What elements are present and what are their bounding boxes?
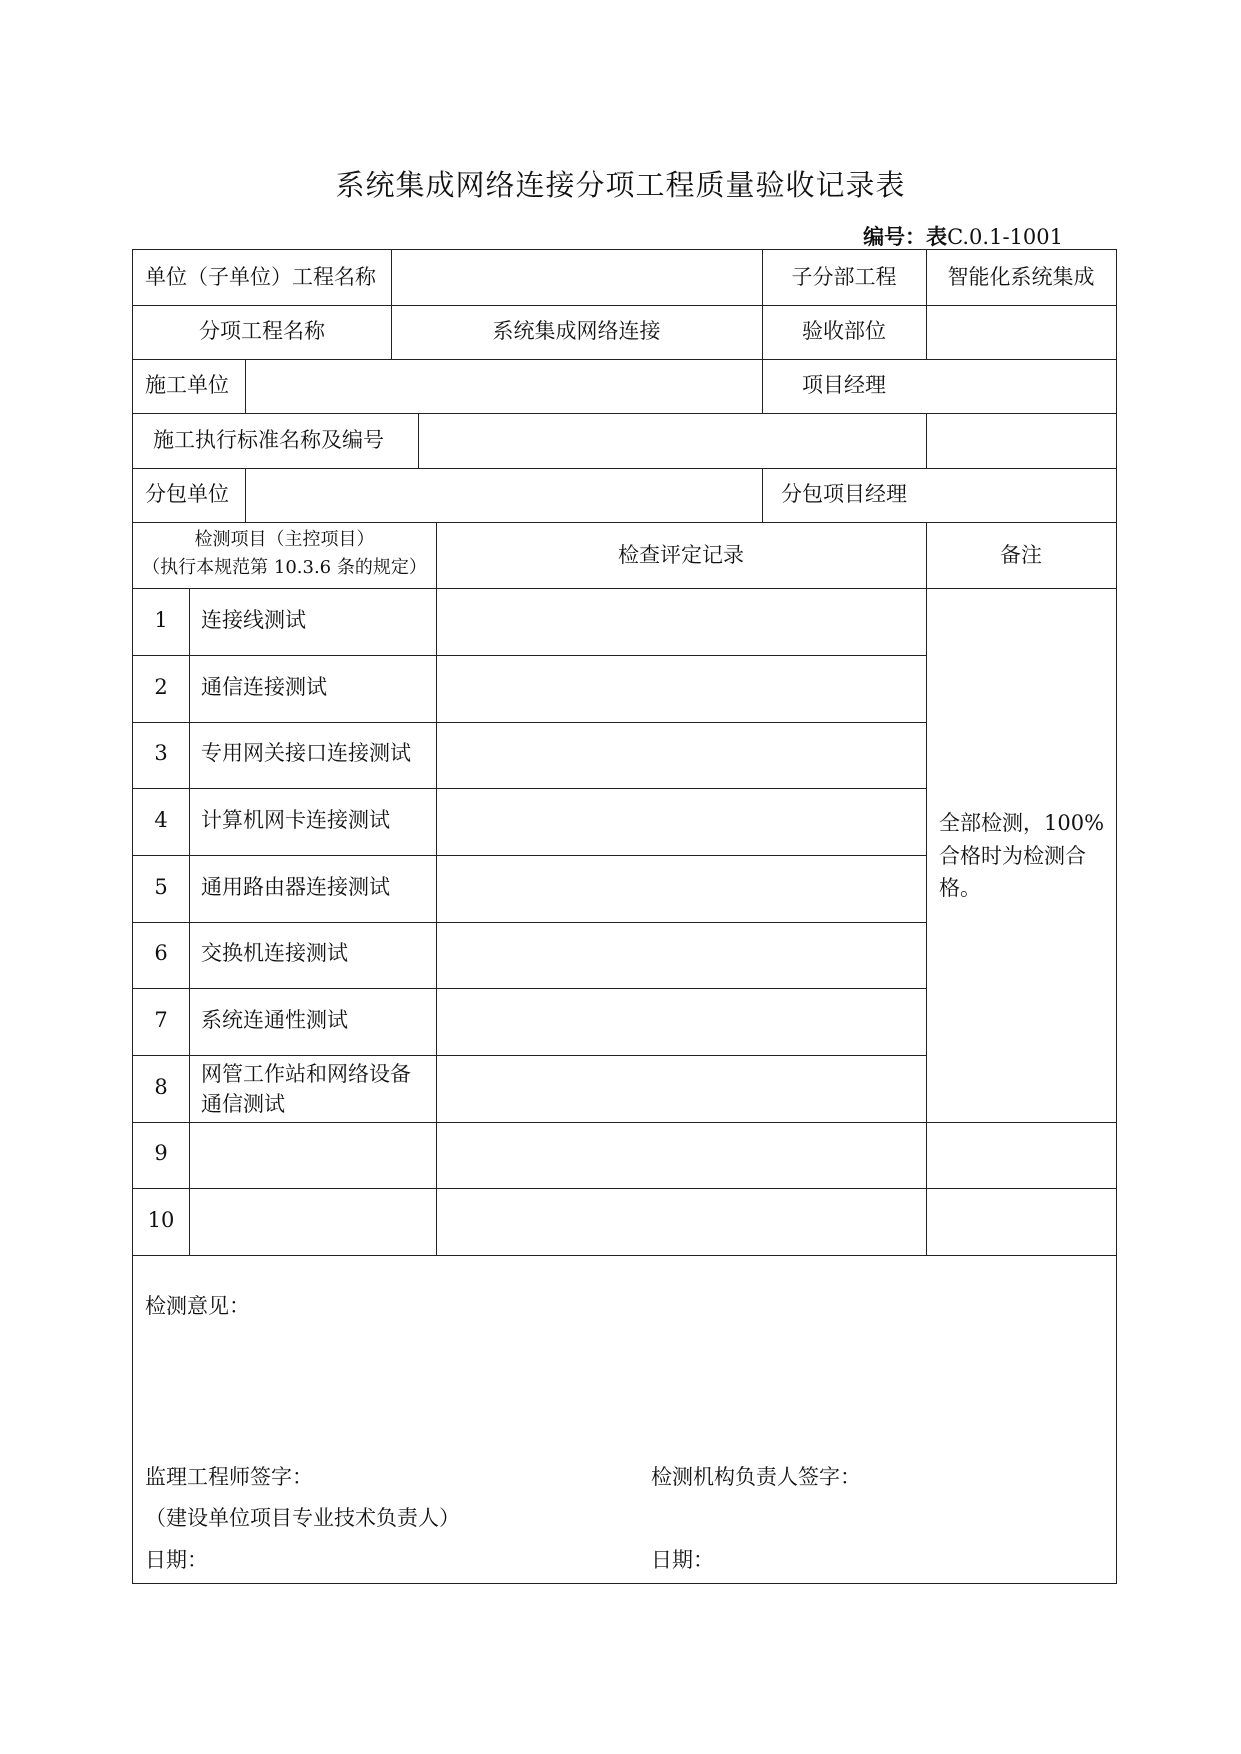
acceptance-form — [132, 249, 1117, 1584]
row-item: 连接线测试 — [201, 608, 306, 632]
row-no: 7 — [154, 1008, 168, 1032]
rule — [418, 413, 419, 468]
supervisor-sign: 监理工程师签字： — [145, 1465, 313, 1489]
col-item-line1: 检测项目（主控项目） — [194, 529, 375, 550]
row-item: 通信连接测试 — [201, 675, 327, 699]
unit-project-label: 单位（子单位）工程名称 — [145, 265, 376, 289]
standard-label: 施工执行标准名称及编号 — [153, 428, 384, 452]
row-no: 1 — [154, 608, 168, 632]
row-no: 4 — [154, 808, 168, 832]
item-name-label: 分项工程名称 — [199, 319, 325, 343]
row-item: 专用网关接口连接测试 — [201, 741, 411, 765]
date-right: 日期： — [651, 1548, 714, 1572]
rule — [133, 359, 1116, 360]
rule — [133, 722, 926, 723]
contractor-label: 施工单位 — [145, 373, 229, 397]
rule — [133, 1255, 1116, 1256]
row-item: 交换机连接测试 — [201, 941, 348, 965]
row-no: 10 — [147, 1208, 175, 1232]
form-code-value: C.0.1-1001 — [947, 225, 1063, 249]
subcontractor-label: 分包单位 — [145, 482, 229, 506]
rule — [133, 1188, 1116, 1189]
sub-division-value: 智能化系统集成 — [947, 265, 1095, 289]
form-code — [863, 221, 1063, 251]
rule — [133, 522, 1116, 523]
rule — [926, 522, 927, 1255]
rule — [926, 413, 927, 468]
row-no: 3 — [154, 741, 168, 765]
col-record-header: 检查评定记录 — [618, 543, 744, 567]
merged-note: 全部检测，100%合格时为检测合格。 — [939, 811, 1105, 901]
sub-pm-label: 分包项目经理 — [781, 482, 907, 506]
row-item: 计算机网卡连接测试 — [201, 808, 390, 832]
item-name-value: 系统集成网络连接 — [492, 319, 661, 343]
rule — [436, 522, 437, 1255]
rule — [245, 359, 246, 413]
row-no: 8 — [154, 1075, 168, 1099]
rule — [133, 788, 926, 789]
row-item: 系统连通性测试 — [201, 1008, 348, 1032]
date-left: 日期： — [145, 1548, 208, 1572]
form-code-label: 编号：表 — [863, 224, 948, 249]
rule — [133, 988, 926, 989]
row-no: 2 — [154, 675, 168, 699]
col-note-header: 备注 — [1000, 543, 1042, 567]
rule — [133, 1122, 1116, 1123]
opinion-label: 检测意见： — [145, 1294, 250, 1318]
rule — [133, 855, 926, 856]
rule — [133, 413, 1116, 414]
sub-division-label: 子分部工程 — [791, 265, 897, 289]
rule — [133, 305, 1116, 306]
agency-sign: 检测机构负责人签字： — [651, 1465, 861, 1489]
supervisor-note: （建设单位项目专业技术负责人） — [145, 1506, 460, 1530]
acceptance-part-label: 验收部位 — [802, 319, 886, 343]
rule — [245, 468, 246, 522]
rule — [133, 922, 926, 923]
rule — [133, 468, 1116, 469]
rule — [133, 655, 926, 656]
pm-label: 项目经理 — [802, 373, 886, 397]
rule — [133, 1055, 926, 1056]
row-no: 6 — [154, 941, 168, 965]
row-item: 通用路由器连接测试 — [201, 875, 390, 899]
row-no: 9 — [154, 1141, 168, 1165]
row-item: 网管工作站和网络设备通信测试 — [201, 1062, 411, 1117]
row-no: 5 — [154, 875, 168, 899]
rule — [133, 588, 1116, 589]
col-item-line2: （执行本规范第 10.3.6 条的规定） — [142, 556, 427, 578]
rule — [189, 588, 190, 1255]
col-item-header — [133, 526, 436, 582]
form-title: 系统集成网络连接分项工程质量验收记录表 — [335, 168, 906, 202]
